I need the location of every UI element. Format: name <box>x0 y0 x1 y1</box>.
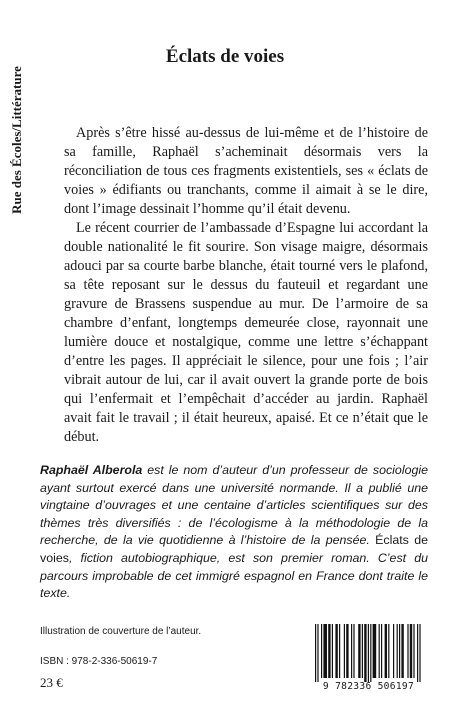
synopsis-paragraph-2: Le récent courrier de l’ambassade d’Espagne lui accordant la double nationalité le fit sourire. Son visage maigre, désormais adouci par sa courte barbe blanche, était tourné vers le plafond, sa tête reposant sur le dessus du fauteuil et regardant une gravure de Brassens suspendue au mur. De l’armoire de sa chambre d’enfant, longtemps demeurée close, rayonnait une lumière douce et nostalgique, comme une lettre s’échappant d’entre les pages. Il appréciait le silence, pour une fois ; l’air vibrait autour de lui, car il avait ouvert la grande porte de bois qui l’enfermait et l’empêchait d’accéder au jardin. Raphaël avait fait le travail ; il était heureux, apaisé. Et ce n’était que le début. <box>64 220 428 445</box>
barcode-bars <box>309 622 428 682</box>
barcode-bar <box>401 624 403 678</box>
barcode-digits: 9 782336 506197 <box>322 681 415 692</box>
spine-label <box>4 40 30 240</box>
barcode-bar <box>364 624 366 682</box>
barcode-bar <box>410 624 412 678</box>
illustration-credit: Illustration de couverture de l’auteur. <box>40 626 202 637</box>
barcode-bar <box>362 624 363 678</box>
barcode-bar <box>370 624 371 682</box>
barcode-bar <box>335 624 337 678</box>
author-bio-text-1: est le nom d’auteur d’un professeur de sociologie ayant surtout exercé dans une université normande. Il a publié une vingtaine d’ouvrages et une centaine d’articles scientifiques sur des thèmes très diversifiés : de l’écologisme à la méthodologie de la recherche, de la vie quotidienne à l’histoire de la pensée. <box>40 463 428 548</box>
barcode-bar <box>399 624 400 678</box>
barcode-bar <box>339 624 340 678</box>
barcode-bar <box>413 624 414 678</box>
synopsis-paragraph-1: Après s’être hissé au-dessus de lui-même et de l’histoire de sa famille, Raphaël s’acheminait désormais vers la réconciliation de tous ces fragments existentiels, ses « éclats de voies » édifiants ou tranchants, comme il aimait à se le dire, dont l’image dessinait l’homme qu’il était devenu. <box>64 125 428 217</box>
barcode-bar <box>315 624 316 682</box>
barcode-bar <box>388 624 389 678</box>
barcode-bar <box>385 624 387 678</box>
barcode-bar <box>368 624 369 682</box>
barcode-bar <box>332 624 333 678</box>
synopsis <box>64 124 428 447</box>
barcode-bar <box>373 624 377 678</box>
bio-book-title: Éclats de voies <box>40 533 429 565</box>
book-title: Éclats de voies <box>165 46 285 67</box>
barcode <box>309 622 428 702</box>
author-name: Raphaël Alberola <box>40 463 143 477</box>
collection-name: Rue des Écoles/Littérature <box>9 66 25 214</box>
author-bio-text-2: , fiction autobiographique, est son premier roman. C’est du parcours improbable de cet immigré espagnol en France dont traite le texte. <box>40 550 428 601</box>
barcode-bar <box>419 624 420 682</box>
barcode-bar <box>358 624 360 678</box>
barcode-bar <box>346 624 348 678</box>
barcode-bar <box>353 624 354 678</box>
barcode-bar <box>397 624 398 678</box>
barcode-bar <box>407 624 408 678</box>
barcode-bar <box>351 624 352 678</box>
barcode-bar <box>344 624 345 678</box>
price: 23 € <box>40 675 63 690</box>
barcode-bar <box>323 624 327 678</box>
barcode-bar <box>381 624 382 678</box>
isbn: ISBN : 978-2-336-50619-7 <box>40 656 158 667</box>
barcode-bar <box>379 624 380 678</box>
barcode-bar <box>328 624 330 678</box>
barcode-bar <box>417 624 418 682</box>
barcode-bar <box>321 624 322 678</box>
barcode-bar <box>393 624 394 678</box>
barcode-bar <box>317 624 318 682</box>
author-bio <box>40 462 428 603</box>
